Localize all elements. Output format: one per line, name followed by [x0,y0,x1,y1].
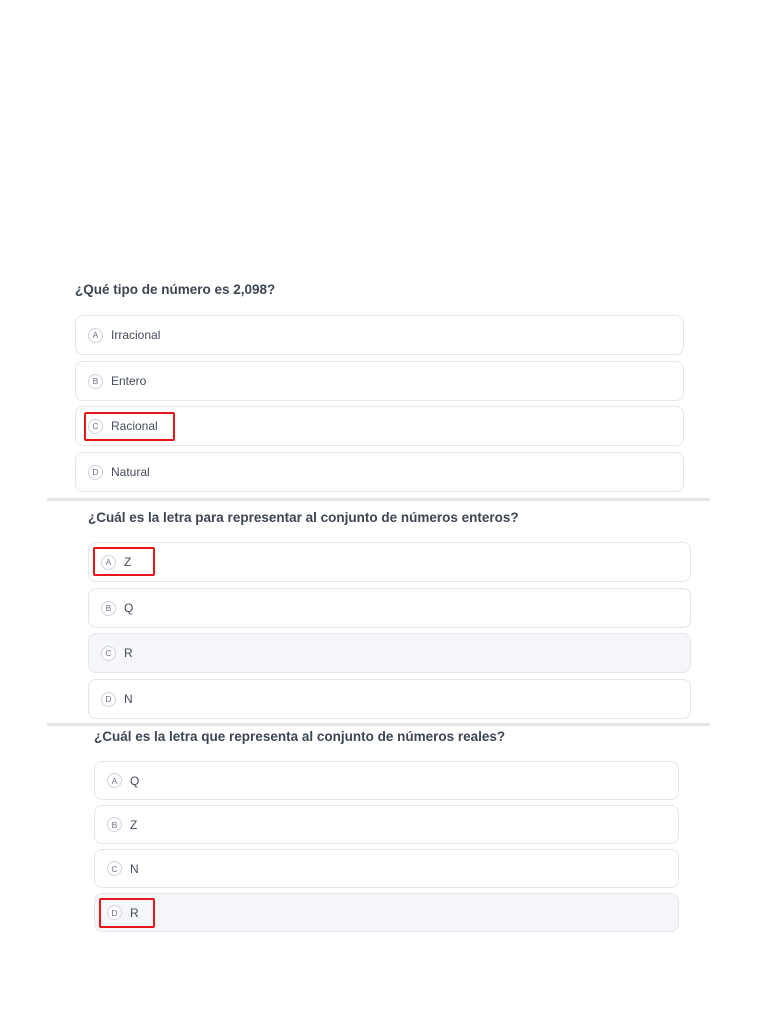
option-letter-badge: A [101,555,116,570]
section-divider [47,498,710,501]
question-2-title: ¿Cuál es la letra para representar al conjunto de números enteros? [88,510,519,525]
q2-option-b[interactable] [88,588,691,628]
q3-option-c[interactable] [94,849,679,888]
option-letter-badge: C [107,861,122,876]
option-label: Entero [111,374,147,388]
option-letter-badge: B [101,601,116,616]
option-letter-badge: C [101,646,116,661]
question-3-title: ¿Cuál es la letra que representa al conjunto de números reales? [94,729,506,744]
option-label: R [130,905,139,920]
option-label: R [124,646,133,660]
option-label: N [124,692,133,706]
option-label: Q [130,773,140,788]
option-label: N [130,861,139,876]
option-letter-badge: A [88,328,103,343]
option-letter-badge: C [88,419,103,434]
q3-option-a[interactable] [94,761,679,800]
q1-option-d[interactable] [75,452,684,492]
question-1-title: ¿Qué tipo de número es 2,098? [75,282,276,297]
section-divider [47,723,710,726]
q2-option-d[interactable] [88,679,691,719]
option-label: Z [130,817,138,832]
option-label: Natural [111,465,150,479]
option-letter-badge: D [107,905,122,920]
q2-option-c[interactable] [88,633,691,673]
q2-option-a[interactable] [88,542,691,582]
option-letter-badge: B [107,817,122,832]
answer-highlight-box [84,412,175,441]
option-letter-badge: B [88,374,103,389]
option-label: Racional [111,419,158,433]
answer-highlight-box [93,547,155,576]
option-letter-badge: D [88,465,103,480]
q1-option-b[interactable] [75,361,684,401]
q1-option-a[interactable] [75,315,684,355]
q3-option-d[interactable] [94,893,679,932]
option-label: Irracional [111,328,161,342]
option-letter-badge: D [101,692,116,707]
q3-option-b[interactable] [94,805,679,844]
option-label: Z [124,555,132,569]
option-label: Q [124,601,134,615]
option-letter-badge: A [107,773,122,788]
answer-highlight-box [99,898,155,928]
